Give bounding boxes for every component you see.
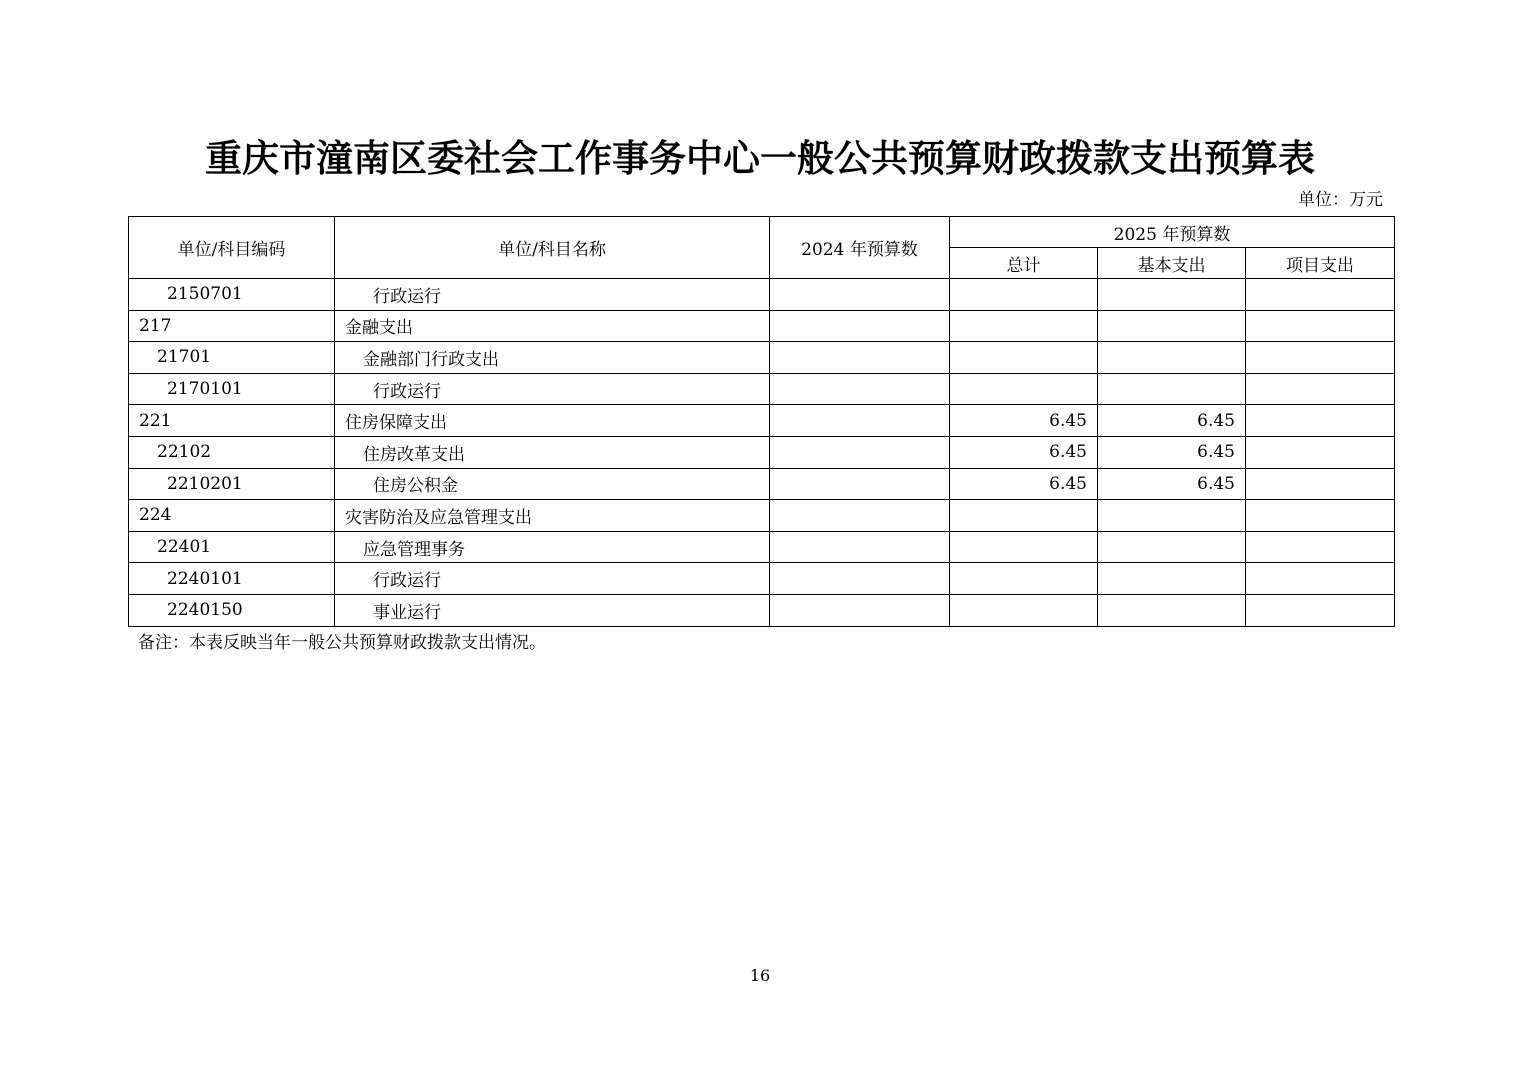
cell-name: 金融支出: [335, 310, 770, 342]
page-title: 重庆市潼南区委社会工作事务中心一般公共预算财政拨款支出预算表: [205, 137, 1315, 180]
cell-total: [950, 373, 1098, 405]
cell-total: 6.45: [950, 436, 1098, 468]
header-code: 单位/科目编码: [129, 217, 335, 279]
cell-name: 金融部门行政支出: [335, 342, 770, 374]
cell-name: 住房保障支出: [335, 405, 770, 437]
cell-name: 住房改革支出: [335, 436, 770, 468]
cell-name: 行政运行: [335, 373, 770, 405]
cell-budget-2024: [770, 279, 950, 311]
cell-basic: [1098, 500, 1246, 532]
cell-total: [950, 342, 1098, 374]
cell-project: [1246, 279, 1395, 311]
table-row: [129, 500, 1395, 532]
cell-budget-2024: [770, 500, 950, 532]
cell-project: [1246, 342, 1395, 374]
header-budget-2025: 2025 年预算数: [950, 217, 1395, 248]
cell-project: [1246, 563, 1395, 595]
table-row: [129, 373, 1395, 405]
cell-budget-2024: [770, 373, 950, 405]
cell-total: [950, 310, 1098, 342]
footnote: 备注：本表反映当年一般公共预算财政拨款支出情况。: [138, 633, 546, 653]
cell-basic: 6.45: [1098, 405, 1246, 437]
cell-code: 2170101: [129, 373, 335, 405]
table-body: [129, 279, 1395, 627]
header-total: 总计: [950, 248, 1098, 279]
cell-code: 22102: [129, 436, 335, 468]
table-row: [129, 436, 1395, 468]
cell-project: [1246, 594, 1395, 626]
cell-total: [950, 563, 1098, 595]
cell-name: 灾害防治及应急管理支出: [335, 500, 770, 532]
cell-basic: 6.45: [1098, 468, 1246, 500]
cell-code: 2240150: [129, 594, 335, 626]
cell-name: 行政运行: [335, 563, 770, 595]
cell-project: [1246, 405, 1395, 437]
table-row: [129, 342, 1395, 374]
cell-budget-2024: [770, 436, 950, 468]
cell-budget-2024: [770, 310, 950, 342]
cell-basic: [1098, 310, 1246, 342]
cell-budget-2024: [770, 342, 950, 374]
header-name: 单位/科目名称: [335, 217, 770, 279]
cell-name: 事业运行: [335, 594, 770, 626]
cell-name: 行政运行: [335, 279, 770, 311]
cell-code: 22401: [129, 531, 335, 563]
cell-project: [1246, 500, 1395, 532]
budget-table: [128, 216, 1395, 627]
header-basic: 基本支出: [1098, 248, 1246, 279]
cell-code: 2240101: [129, 563, 335, 595]
cell-budget-2024: [770, 405, 950, 437]
header-project: 项目支出: [1246, 248, 1395, 279]
cell-code: 221: [129, 405, 335, 437]
cell-basic: [1098, 279, 1246, 311]
cell-budget-2024: [770, 563, 950, 595]
cell-total: 6.45: [950, 405, 1098, 437]
cell-basic: [1098, 563, 1246, 595]
cell-code: 224: [129, 500, 335, 532]
cell-budget-2024: [770, 468, 950, 500]
cell-basic: [1098, 342, 1246, 374]
cell-name: 应急管理事务: [335, 531, 770, 563]
cell-project: [1246, 436, 1395, 468]
cell-project: [1246, 310, 1395, 342]
cell-basic: [1098, 531, 1246, 563]
cell-budget-2024: [770, 594, 950, 626]
table-row: [129, 405, 1395, 437]
table-row: [129, 594, 1395, 626]
cell-budget-2024: [770, 531, 950, 563]
cell-total: [950, 531, 1098, 563]
cell-code: 217: [129, 310, 335, 342]
page-number: 16: [749, 966, 771, 985]
table-row: [129, 468, 1395, 500]
cell-basic: [1098, 373, 1246, 405]
table-row: [129, 531, 1395, 563]
cell-project: [1246, 468, 1395, 500]
cell-basic: [1098, 594, 1246, 626]
cell-basic: 6.45: [1098, 436, 1246, 468]
table-row: [129, 279, 1395, 311]
cell-total: 6.45: [950, 468, 1098, 500]
table-header: [129, 217, 1395, 279]
cell-code: 2210201: [129, 468, 335, 500]
header-budget-2024: 2024 年预算数: [770, 217, 950, 279]
table-row: [129, 310, 1395, 342]
table-row: [129, 563, 1395, 595]
cell-code: 2150701: [129, 279, 335, 311]
cell-total: [950, 594, 1098, 626]
cell-name: 住房公积金: [335, 468, 770, 500]
cell-total: [950, 500, 1098, 532]
cell-project: [1246, 531, 1395, 563]
cell-project: [1246, 373, 1395, 405]
unit-label: 单位：万元: [1298, 190, 1383, 210]
cell-total: [950, 279, 1098, 311]
cell-code: 21701: [129, 342, 335, 374]
